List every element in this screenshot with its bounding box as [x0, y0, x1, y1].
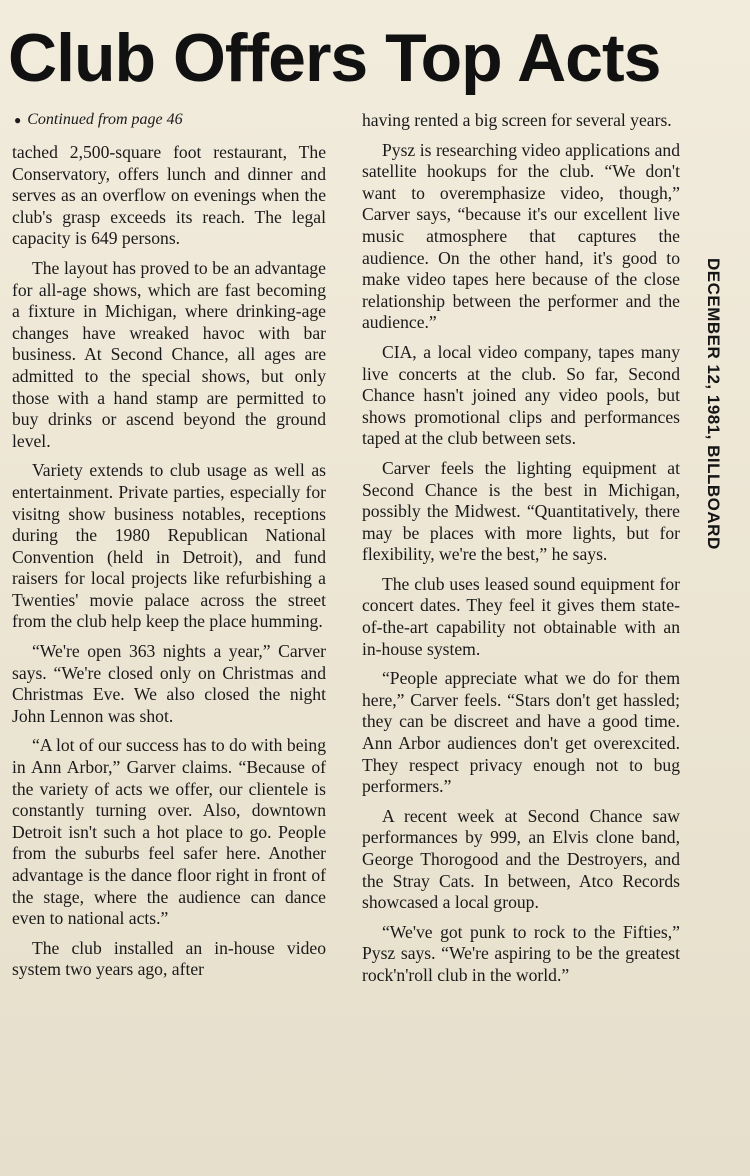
paragraph: “People appreciate what we do for them here,” Carver feels. “Stars don't get hassled; they can be discreet and have a good time. Ann Arbor audiences don't get overexcited. They respect privacy enough not to bug performers.” — [362, 668, 680, 797]
dateline-vertical — [703, 258, 723, 618]
dateline-text: DECEMBER 12, 1981, BILLBOARD — [704, 258, 723, 550]
bullet-icon: ● — [14, 113, 22, 127]
paragraph: tached 2,500-square foot restaurant, The Conservatory, offers lunch and dinner and serves as an overflow on evenings when the club's grasp exceeds its reach. The legal capacity is 649 persons. — [12, 142, 326, 249]
paragraph: Variety extends to club usage as well as entertainment. Private parties, especially for visitng show business notables, receptions during the 1980 Republican National Convention (held in Detroit), and fund raisers for local projects like refurbishing a Twenties' movie palace across the street from the club help keep the place humming. — [12, 460, 326, 632]
paragraph: A recent week at Second Chance saw performances by 999, an Elvis clone band, George Thorogood and the Destroyers, and the Stray Cats. In between, Atco Records showcased a local group. — [362, 805, 680, 913]
paragraph: The club uses leased sound equipment for concert dates. They feel it gives them state-of-the-art capability not obtainable with an in-house system. — [362, 573, 680, 659]
paragraph: “We're open 363 nights a year,” Carver says. “We're closed only on Christmas and Christmas Eve. We also closed the night John Lennon was shot. — [12, 641, 326, 726]
paragraph: having rented a big screen for several years. — [362, 110, 672, 130]
continued-label: Continued from page 46 — [27, 111, 183, 128]
article-column-left — [12, 110, 326, 989]
article-column-right — [362, 110, 680, 995]
headline: Club Offers Top Acts — [8, 20, 661, 96]
paragraph: “A lot of our success has to do with being in Ann Arbor,” Garver claims. “Because of the variety of acts we offer, our clientele is constantly turning over. Also, downtown Detroit isn't such a hot place to go. People from the suburbs feel safer here. Another advantage is the dance floor right in front of the stage, where the audience can dance even to national acts.” — [12, 735, 326, 929]
continued-from-note — [14, 110, 326, 130]
paragraph: Carver feels the lighting equipment at Second Chance is the best in Michigan, possibly the Midwest. “Quantitatively, there may be places with more lights, but for flexibility, we're the best,” he says. — [362, 457, 680, 565]
paragraph: Pysz is researching video applications and satellite hookups for the club. “We don't want to overemphasize video, though,” Carver says, “because it's our excellent live music atmosphere that captures the audience. On the other hand, it's good to make video tapes here because of the close relationship between the performer and the audience.” — [362, 139, 680, 333]
paragraph: The layout has proved to be an advantage for all-age shows, which are fast becoming a fixture in Michigan, where drinking-age changes have wreaked havoc with bar business. At Second Chance, all ages are admitted to the special shows, but only those with a hand stamp are permitted to buy drinks or ascend beyond the ground level. — [12, 257, 326, 451]
paragraph: The club installed an in-house video system two years ago, after — [12, 937, 326, 980]
paragraph: “We've got punk to rock to the Fifties,” Pysz says. “We're aspiring to be the greatest rock'n'roll club in the world.” — [362, 921, 680, 985]
paragraph: CIA, a local video company, tapes many live concerts at the club. So far, Second Chance hasn't joined any video pools, but shows promotional clips and performances taped at the club between sets. — [362, 341, 680, 449]
